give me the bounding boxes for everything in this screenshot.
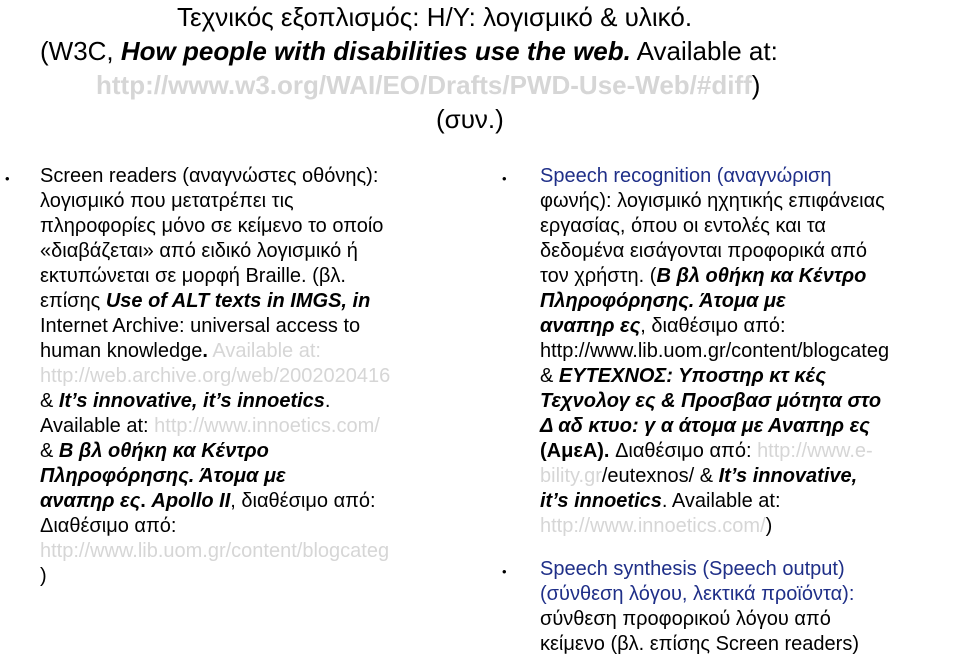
left-line: λογισμικό που μετατρέπει τις bbox=[40, 190, 294, 212]
left-line: Screen readers (αναγνώστες οθόνης): bbox=[40, 165, 379, 187]
title-line-3 bbox=[96, 70, 760, 100]
left-line bbox=[40, 364, 390, 389]
left-line: ) bbox=[40, 565, 47, 587]
left-line: Available at: http://www.innoetics.com/ bbox=[40, 415, 380, 437]
bullet-icon: • bbox=[502, 171, 507, 186]
right-line: Speech synthesis (Speech output) bbox=[540, 558, 845, 580]
right-line: δεδομένα εισάγονται προφορικά από bbox=[540, 240, 868, 262]
title-line-4 bbox=[436, 104, 504, 134]
left-column bbox=[0, 164, 462, 664]
left-line: αναπηρ ες. Apollo II, διαθέσιμο από: bbox=[40, 490, 376, 512]
archive-url-link[interactable]: http://web.archive.org/web/2002020416 bbox=[40, 365, 391, 387]
right-line: Speech recognition (αναγνώριση bbox=[540, 165, 832, 187]
right-line: it’s innoetics. Available at: bbox=[540, 490, 781, 512]
title-available: Available at: bbox=[630, 36, 778, 66]
title-cont: (συν.) bbox=[436, 104, 504, 134]
left-line: & Β βλ οθήκη κα Κέντρο bbox=[40, 440, 269, 462]
right-line: Δ αδ κτυο: γ α άτομα με Αναπηρ ες bbox=[540, 415, 870, 437]
title-line-1 bbox=[177, 2, 692, 32]
title-text: Τεχνικός εξοπλισμός: Η/Υ: λογισμικό & υλικό. bbox=[177, 2, 693, 32]
library-url-link[interactable]: http://www.lib.uom.gr/content/blogcateg bbox=[40, 540, 390, 562]
left-line: εκτυπώνεται σε μορφή Braille. (βλ. bbox=[40, 265, 346, 287]
left-line: επίσης Use of ALT texts in IMGS, in bbox=[40, 290, 371, 312]
left-line: & It’s innovative, it’s innoetics. bbox=[40, 390, 331, 412]
left-line: Internet Archive: universal access to bbox=[40, 315, 361, 337]
right-line: Τεχνολογ ες & Προσβασ μότητα στο bbox=[540, 390, 882, 412]
bullet-icon: • bbox=[502, 564, 507, 579]
right-line: εργασίας, όπου οι εντολές και τα bbox=[540, 215, 826, 237]
right-line: κείμενο (βλ. επίσης Screen readers) bbox=[540, 633, 859, 655]
title-citation-work: How people with disabilities use the web. bbox=[120, 36, 631, 66]
library-url-link[interactable]: http://www.lib.uom.gr/content/blogcateg bbox=[540, 340, 890, 362]
right-line bbox=[540, 339, 889, 364]
right-line: αναπηρ ες, διαθέσιμο από: bbox=[540, 315, 786, 337]
left-line: human knowledge. Available at: bbox=[40, 340, 321, 362]
right-line: Πληροφόρησης. Άτομα με bbox=[540, 290, 786, 312]
bullet-icon: • bbox=[5, 171, 10, 186]
right-line: (σύνθεση λόγου, λεκτικά προϊόντα): bbox=[540, 583, 855, 605]
title-citation-open: (W3C, bbox=[40, 36, 121, 66]
right-column bbox=[502, 164, 960, 664]
title-url-link[interactable]: http://www.w3.org/WAI/EO/Drafts/PWD-Use-Web/#diff bbox=[96, 70, 752, 100]
left-line: «διαβάζεται» από ειδικό λογισμικό ή bbox=[40, 240, 358, 262]
left-line bbox=[40, 539, 389, 564]
left-line: Πληροφόρησης. Άτομα με bbox=[40, 465, 286, 487]
left-line: πληροφορίες μόνο σε κείμενο το οποίο bbox=[40, 215, 384, 237]
right-line: τον χρήστη. (Β βλ οθήκη κα Κέντρο bbox=[540, 265, 867, 287]
right-line: & ΕΥΤΕΧΝΟΣ: Υποστηρ κτ κές bbox=[540, 365, 826, 387]
right-line: bility.gr/eutexnos/ & It’s innovative, bbox=[540, 465, 858, 487]
right-line: http://www.innoetics.com/) bbox=[540, 515, 773, 537]
right-line: (ΑμεΑ). Διαθέσιμο από: http://www.e- bbox=[540, 440, 873, 462]
title-paren: ) bbox=[751, 70, 761, 100]
ebility-url-link-cont[interactable]: bility.gr bbox=[540, 465, 602, 487]
right-line: φωνής): λογισμικό ηχητικής επιφάνειας bbox=[540, 190, 885, 212]
right-line: σύνθεση προφορικού λόγου από bbox=[540, 608, 831, 630]
innoetics-url-link[interactable]: http://www.innoetics.com/ bbox=[154, 415, 380, 437]
title-line-2 bbox=[40, 36, 778, 66]
left-line: Διαθέσιμο από: bbox=[40, 515, 177, 537]
innoetics-url-link[interactable]: http://www.innoetics.com/ bbox=[540, 515, 766, 537]
ebility-url-link[interactable]: http://www.e- bbox=[757, 440, 873, 462]
